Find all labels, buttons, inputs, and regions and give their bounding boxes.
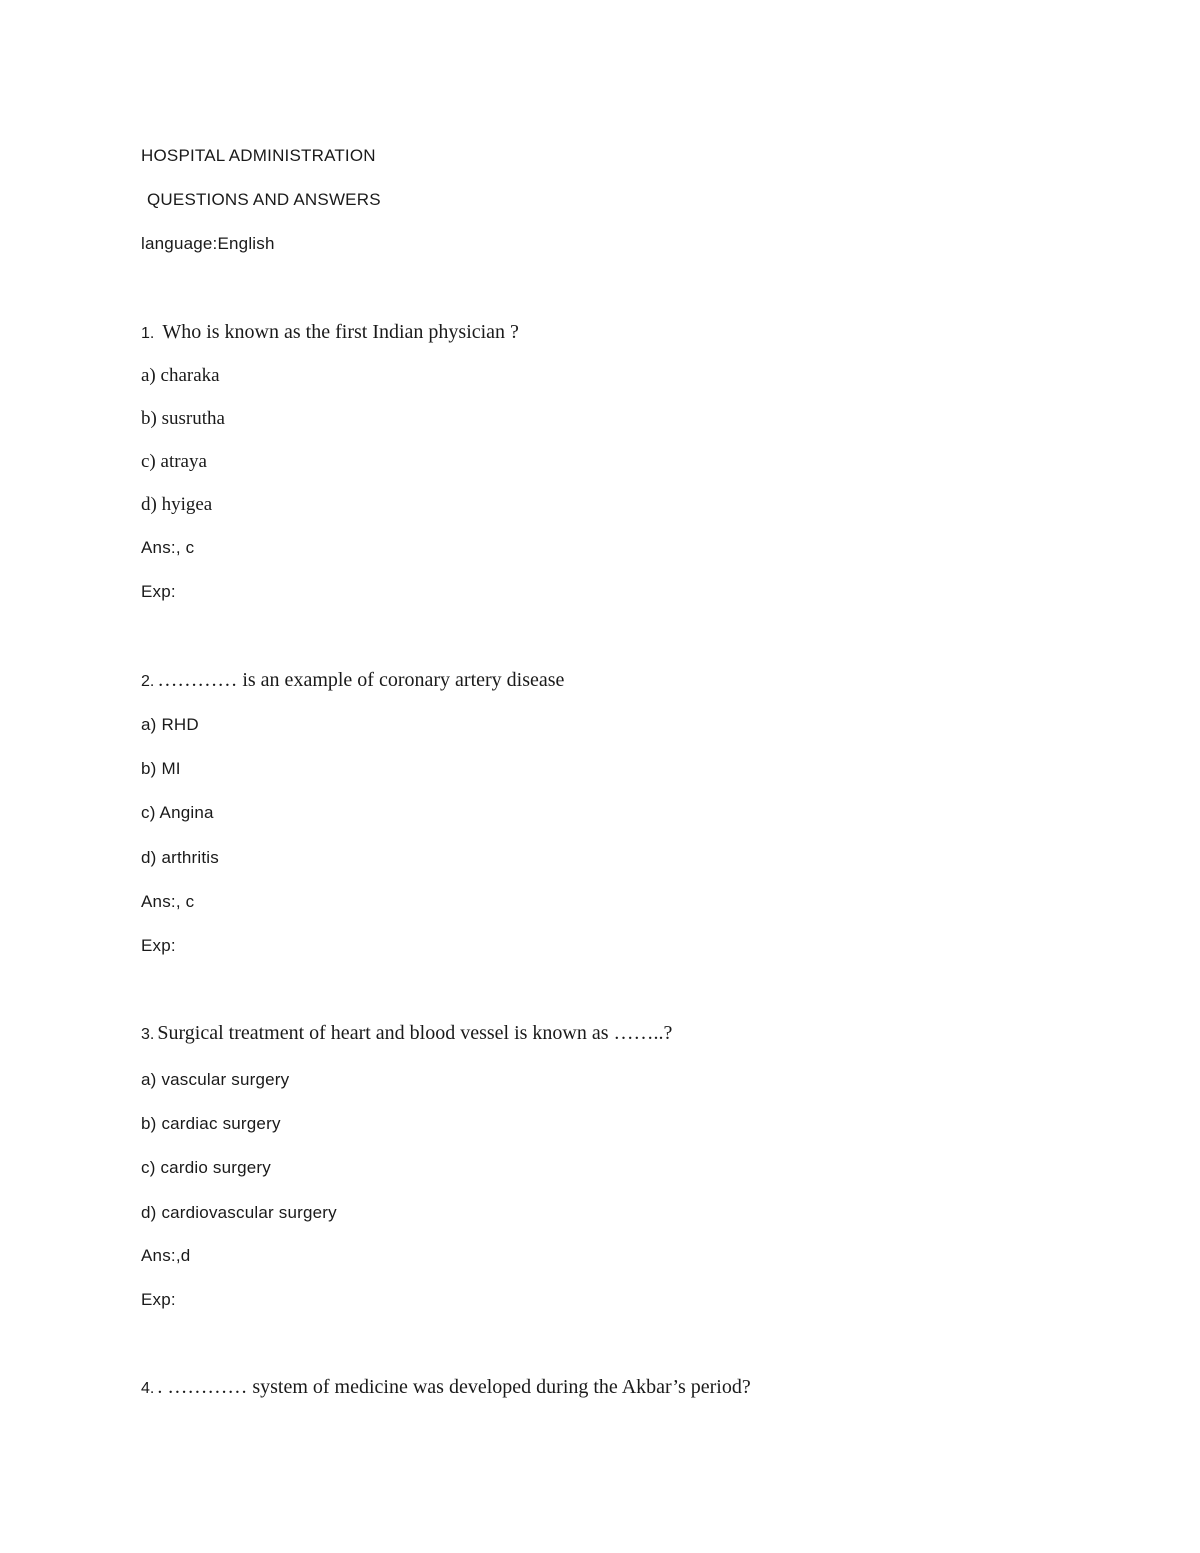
- question-3-answer: Ans:,d: [141, 1246, 191, 1265]
- question-2-answer: Ans:, c: [141, 892, 195, 911]
- question-4: [141, 1377, 751, 1397]
- question-1-explanation: Exp:: [141, 582, 176, 601]
- document-title: HOSPITAL ADMINISTRATION: [141, 146, 376, 165]
- question-3-option-b: b) cardiac surgery: [141, 1114, 281, 1133]
- question-2-option-b: b) MI: [141, 759, 181, 778]
- question-1-option-b: b) susrutha: [141, 408, 225, 429]
- question-3-number: 3.: [141, 1026, 155, 1043]
- document-language: language:English: [141, 234, 275, 253]
- question-3-option-c: c) cardio surgery: [141, 1158, 271, 1177]
- question-1-option-d: d) hyigea: [141, 494, 213, 515]
- question-1-text: Who is known as the first Indian physician ?: [162, 321, 519, 343]
- question-2-text: ………… is an example of coronary artery disease: [157, 669, 565, 691]
- question-3-text: Surgical treatment of heart and blood vessel is known as ……..?: [157, 1022, 673, 1044]
- question-1-option-c: c) atraya: [141, 451, 207, 472]
- question-2-number: 2.: [141, 673, 155, 690]
- question-3-explanation: Exp:: [141, 1290, 176, 1309]
- question-1: [141, 322, 519, 342]
- question-2-option-a: a) RHD: [141, 715, 199, 734]
- question-2: [141, 670, 564, 690]
- question-3: [141, 1023, 672, 1043]
- question-2-option-d: d) arthritis: [141, 848, 219, 867]
- question-3-option-a: a) vascular surgery: [141, 1070, 290, 1089]
- question-3-option-d: d) cardiovascular surgery: [141, 1203, 337, 1222]
- question-4-number: 4.: [141, 1380, 155, 1397]
- question-2-explanation: Exp:: [141, 936, 176, 955]
- document-subtitle: QUESTIONS AND ANSWERS: [147, 190, 381, 209]
- question-1-number: 1.: [141, 325, 155, 342]
- question-4-text: . ………… system of medicine was developed during the Akbar’s period?: [157, 1376, 751, 1398]
- question-2-option-c: c) Angina: [141, 803, 214, 822]
- question-1-answer: Ans:, c: [141, 538, 195, 557]
- question-1-option-a: a) charaka: [141, 365, 220, 386]
